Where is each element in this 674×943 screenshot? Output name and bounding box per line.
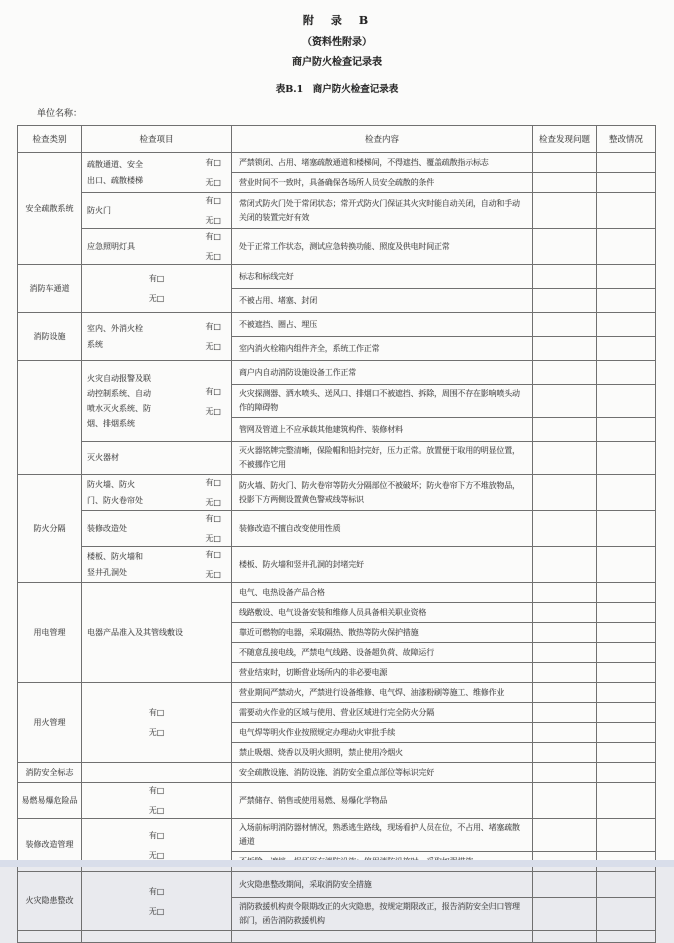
category-cell: 消防设施 [18,313,82,361]
checkbox-yes: 有□ [205,386,221,396]
problem-cell [533,723,597,743]
content-cell: 营业结束时，切断营业场所内的非必要电源 [232,663,533,683]
item-cell-empty [82,763,232,783]
problem-cell [533,663,597,683]
table-row [18,872,656,898]
table-row [18,819,656,852]
content-cell: 处于正常工作状态，测试应急转换功能、照度及供电时间正常 [232,229,533,265]
problem-cell [533,193,597,229]
checkbox-yes: 有□ [205,550,221,559]
item-label: 灭火器材 [87,453,119,463]
content-cell: 不被遮挡、圈占、埋压 [232,313,533,337]
item-cell [82,547,232,583]
problem-cell [533,418,597,442]
category-cell: 消防安全标志 [18,763,82,783]
content-cell: 靠近可燃物的电器，采取隔热、散热等防火保护措施 [232,623,533,643]
content-cell: 管网及管道上不应承载其他建筑构件、装修材料 [232,418,533,442]
checkbox-no: 无□ [148,806,165,815]
content-cell: 常闭式防火门处于常闭状态；常开式防火门保证其火灾时能自动关闭，自动和手动关闭的装置完好有效 [232,193,533,229]
problem-cell [533,819,597,852]
problem-cell [533,442,597,475]
item-cell [82,313,232,361]
category-cell: 火灾隐患整改 [18,872,82,931]
category-cell: 用火管理 [18,683,82,763]
table-caption: 表B.1 商户防火检查记录表 [275,84,399,95]
table-row [18,763,656,783]
checkbox-no: 无□ [205,216,221,225]
item-cell [82,361,232,442]
rectify-cell [597,663,656,683]
item-label: 室内、外消火栓系统 [87,324,143,349]
rectify-cell [597,361,656,385]
content-cell: 营业期间严禁动火，严禁进行设备维修、电气焊、油漆粉刷等施工、维修作业 [232,683,533,703]
rectify-cell [597,703,656,723]
rectify-cell [597,475,656,511]
col-header-item: 检查项目 [82,126,232,153]
problem-cell [533,173,597,193]
table-row [18,229,656,265]
checkbox-yes: 有□ [148,886,165,896]
table-row [18,442,656,475]
item-label: 疏散通道、安全出口、疏散楼梯 [87,160,143,185]
problem-cell [533,683,597,703]
problem-cell [533,313,597,337]
table-row [18,583,656,603]
rectify-cell [597,623,656,643]
content-cell: 灭火器铭牌完整清晰，保险帽和铅封完好，压力正常。放置便于取用的明显位置，不被挪作它用 [232,442,533,475]
item-cell [82,783,232,819]
content-cell: 营业时间不一致时，具备确保各场所人员安全疏散的条件 [232,173,533,193]
item-label: 楼板、防火墙和竖井孔洞处 [87,552,143,577]
table-row [18,193,656,229]
rectify-cell [597,723,656,743]
content-cell: 标志和标线完好 [232,265,533,289]
col-header-content: 检查内容 [232,126,533,153]
item-cell [82,511,232,547]
content-cell: 商户内自动消防设施设备工作正常 [232,361,533,385]
problem-cell [533,583,597,603]
content-cell: 楼板、防火墙和竖井孔洞的封堵完好 [232,547,533,583]
problem-cell [533,931,597,943]
checkbox-yes: 有□ [205,478,221,487]
content-cell-empty [232,931,533,943]
col-header-category: 检查类别 [18,126,82,153]
col-header-problem: 检查发现问题 [533,126,597,153]
checkbox-group [205,549,226,580]
table-row [18,361,656,385]
table-row [18,475,656,511]
checkbox-no: 无□ [205,570,221,579]
checkbox-yes: 有□ [205,322,221,331]
rectify-cell [597,683,656,703]
table-row [18,313,656,337]
problem-cell [533,547,597,583]
problem-cell [533,361,597,385]
checkbox-group [149,886,165,917]
rectify-cell [597,153,656,173]
rectify-cell [597,898,656,931]
item-label: 装修改造处 [87,523,127,533]
checkbox-group [205,386,226,417]
problem-cell [533,511,597,547]
checkbox-group [149,830,165,861]
rectify-cell [597,603,656,623]
problem-cell [533,385,597,418]
category-cell: 安全疏散系统 [18,153,82,265]
problem-cell [533,763,597,783]
item-cell [82,229,232,265]
problem-cell [533,703,597,723]
content-cell: 严禁锁闭、占用、堵塞疏散通道和楼梯间，不得遮挡、覆盖疏散指示标志 [232,153,533,173]
rectify-cell [597,643,656,663]
problem-cell [533,872,597,898]
checkbox-group [205,477,226,508]
item-cell [82,683,232,763]
appendix-subtitle: （资料性附录） [302,37,372,48]
problem-cell [533,603,597,623]
content-cell: 室内消火栓箱内组件齐全，系统工作正常 [232,337,533,361]
problem-cell [533,475,597,511]
problem-cell [533,229,597,265]
content-cell: 装修改造不擅自改变使用性质 [232,511,533,547]
item-cell [82,872,232,931]
item-label: 火灾自动报警及联动控制系统、自动喷水灭火系统、防烟、排烟系统 [87,373,151,429]
rectify-cell [597,583,656,603]
checkbox-no: 无□ [205,406,221,416]
appendix-title: 附 录 B [302,14,372,27]
category-cell: 消防车通道 [18,265,82,313]
problem-cell [533,898,597,931]
rectify-cell [597,337,656,361]
document-header [0,0,674,68]
content-cell: 入场前标明消防器材情况，熟悉逃生路线，现场看护人员在位，不占用、堵塞疏散通道 [232,819,533,852]
checkbox-no: 无□ [205,498,221,507]
checkbox-no: 无□ [205,178,221,187]
item-label: 应急照明灯具 [87,241,135,251]
content-cell: 电气焊等明火作业按照规定办理动火审批手续 [232,723,533,743]
rectify-cell [597,743,656,763]
problem-cell [533,783,597,819]
scan-page-edge [0,860,674,867]
table-row-cutoff [18,931,656,943]
content-cell: 线路敷设、电气设备安装和维修人员具备相关职业资格 [232,603,533,623]
table-row [18,511,656,547]
table-row [18,265,656,289]
checkbox-group [205,321,226,352]
checkbox-no: 无□ [148,850,165,860]
rectify-cell [597,511,656,547]
item-label: 防火门 [87,205,111,215]
table-row [18,683,656,703]
problem-cell [533,643,597,663]
item-cell [82,583,232,683]
checkbox-yes: 有□ [148,830,165,840]
rectify-cell [597,193,656,229]
item-cell [82,442,232,475]
item-label: 电器产品准入及其管线敷设 [87,627,183,637]
problem-cell [533,623,597,643]
category-cell: 用电管理 [18,583,82,683]
checkbox-no: 无□ [148,294,165,303]
fire-inspection-table [17,125,656,943]
content-cell: 需要动火作业的区域与使用、营业区域进行完全防火分隔 [232,703,533,723]
checkbox-yes: 有□ [148,708,165,717]
appendix-name: 商户防火检查记录表 [292,57,382,68]
content-cell: 不被占用、堵塞、封闭 [232,289,533,313]
table-row [18,547,656,583]
checkbox-group [205,231,226,262]
checkbox-yes: 有□ [205,158,221,167]
problem-cell [533,289,597,313]
content-cell: 安全疏散设施、消防设施、消防安全重点部位等标识完好 [232,763,533,783]
category-cell-empty [18,361,82,475]
problem-cell [533,743,597,763]
checkbox-group [149,785,165,816]
rectify-cell [597,872,656,898]
rectify-cell [597,819,656,852]
checkbox-yes: 有□ [148,786,165,795]
problem-cell [533,265,597,289]
content-cell: 消防救援机构责令限期改正的火灾隐患，按规定期限改正，报告消防安全归口管理部门，函告消防救援机构 [232,898,533,931]
item-cell [82,193,232,229]
checkbox-no: 无□ [148,728,165,737]
rectify-cell [597,442,656,475]
rectify-cell [597,547,656,583]
item-cell [82,475,232,511]
category-cell-empty [18,931,82,943]
checkbox-no: 无□ [148,906,165,916]
checkbox-group [205,513,226,544]
checkbox-yes: 有□ [205,514,221,523]
item-label: 防火墙、防火门、防火卷帘处 [87,480,143,505]
item-cell [82,153,232,193]
checkbox-group [205,157,226,188]
table-row [18,153,656,173]
unit-name-label: 单位名称： [37,109,83,119]
rectify-cell [597,763,656,783]
checkbox-yes: 有□ [148,274,165,283]
item-cell [82,265,232,313]
rectify-cell [597,313,656,337]
rectify-cell [597,265,656,289]
checkbox-no: 无□ [205,252,221,261]
content-cell: 防火墙、防火门、防火卷帘等防火分隔部位不被破坏；防火卷帘下方不堆放物品，投影下方两侧设置黄色警戒线等标识 [232,475,533,511]
content-cell: 严禁储存、销售或使用易燃、易爆化学物品 [232,783,533,819]
checkbox-group [149,273,165,304]
checkbox-group [149,707,165,738]
rectify-cell [597,289,656,313]
rectify-cell [597,418,656,442]
rectify-cell [597,931,656,943]
checkbox-no: 无□ [205,534,221,543]
category-cell: 防火分隔 [18,475,82,583]
col-header-rectify: 整改情况 [597,126,656,153]
checkbox-group [205,195,226,226]
category-cell: 装修改造管理 [18,819,82,872]
checkbox-no: 无□ [205,342,221,351]
content-cell: 火灾隐患整改期间，采取消防安全措施 [232,872,533,898]
content-cell: 禁止吸烟、烧香以及明火照明，禁止使用冷烟火 [232,743,533,763]
checkbox-yes: 有□ [205,232,221,241]
table-header-row [18,126,656,153]
item-cell-empty [82,931,232,943]
table-row [18,783,656,819]
content-cell: 不随意乱接电线，严禁电气线路、设备超负荷、故障运行 [232,643,533,663]
checkbox-yes: 有□ [205,196,221,205]
content-cell: 电气、电热设备产品合格 [232,583,533,603]
content-cell: 火灾探测器、洒水喷头、送风口、排烟口不被遮挡、拆除，周围不存在影响喷头动作的障碍物 [232,385,533,418]
rectify-cell [597,173,656,193]
category-cell: 易燃易爆危险品 [18,783,82,819]
rectify-cell [597,229,656,265]
rectify-cell [597,385,656,418]
problem-cell [533,337,597,361]
rectify-cell [597,783,656,819]
problem-cell [533,153,597,173]
